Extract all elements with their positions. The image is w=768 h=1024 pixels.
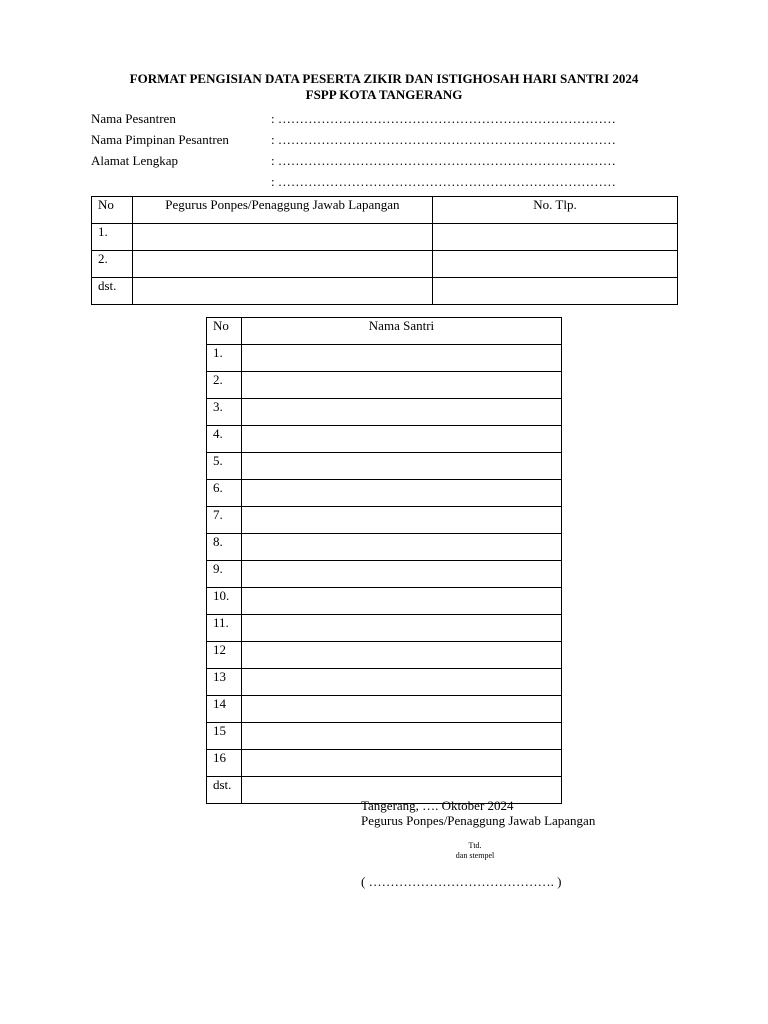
table-row: [207, 615, 562, 642]
table-row: [207, 696, 562, 723]
row-number: 1.: [207, 345, 242, 372]
signature-stamp-note: dan stempel: [455, 851, 495, 860]
field-label: Alamat Lengkap: [91, 153, 178, 168]
cell-tlp[interactable]: [433, 224, 678, 251]
column-header-nama-santri: Nama Santri: [241, 318, 561, 345]
signature-place-date: Tangerang, …. Oktober 2024: [361, 798, 514, 813]
row-number: 10.: [207, 588, 242, 615]
cell-nama-santri[interactable]: [241, 642, 561, 669]
cell-tlp[interactable]: [433, 278, 678, 305]
cell-nama-santri[interactable]: [241, 561, 561, 588]
column-header-no: No: [92, 197, 133, 224]
row-number: 2.: [92, 251, 133, 278]
table-row: [207, 669, 562, 696]
document-title: [0, 71, 768, 102]
table-row: [207, 750, 562, 777]
table-row: [207, 426, 562, 453]
cell-nama-santri[interactable]: [241, 534, 561, 561]
row-number: 15: [207, 723, 242, 750]
cell-pengurus[interactable]: [132, 278, 432, 305]
row-number: 16: [207, 750, 242, 777]
table-row: [207, 372, 562, 399]
cell-nama-santri[interactable]: [241, 723, 561, 750]
row-number: 12: [207, 642, 242, 669]
field-fill-line: : ……………………………………………………………………: [271, 153, 616, 168]
row-number: 13: [207, 669, 242, 696]
cell-pengurus[interactable]: [132, 251, 432, 278]
title-line-1: FORMAT PENGISIAN DATA PESERTA ZIKIR DAN ISTIGHOSAH HARI SANTRI 2024: [129, 71, 639, 86]
title-line-2: FSPP KOTA TANGERANG: [305, 86, 463, 102]
table-row: [207, 588, 562, 615]
column-header-no: No: [207, 318, 242, 345]
field-label: Nama Pimpinan Pesantren: [91, 132, 229, 147]
table-row: [207, 480, 562, 507]
row-number: 11.: [207, 615, 242, 642]
signature-name-line: ( ……………………………………. ): [361, 874, 562, 889]
cell-nama-santri[interactable]: [241, 399, 561, 426]
cell-nama-santri[interactable]: [241, 372, 561, 399]
table-row: [207, 642, 562, 669]
row-number: 3.: [207, 399, 242, 426]
row-number: 2.: [207, 372, 242, 399]
field-fill-line: : ……………………………………………………………………: [271, 174, 616, 189]
table-header-row: [207, 318, 562, 345]
table-row: [207, 534, 562, 561]
column-header-tlp: No. Tlp.: [433, 197, 678, 224]
cell-nama-santri[interactable]: [241, 426, 561, 453]
row-number: 4.: [207, 426, 242, 453]
santri-table: [206, 317, 562, 804]
cell-pengurus[interactable]: [132, 224, 432, 251]
row-number: dst.: [92, 278, 133, 305]
cell-nama-santri[interactable]: [241, 480, 561, 507]
pengurus-table: [91, 196, 678, 305]
field-label: Nama Pesantren: [91, 111, 176, 126]
cell-nama-santri[interactable]: [241, 345, 561, 372]
table-row: [207, 453, 562, 480]
table-row: [207, 399, 562, 426]
table-row: [207, 561, 562, 588]
table-row: [92, 224, 678, 251]
field-alamat-lengkap: [91, 153, 616, 169]
row-number: 1.: [92, 224, 133, 251]
row-number: 14: [207, 696, 242, 723]
cell-nama-santri[interactable]: [241, 453, 561, 480]
row-number: 6.: [207, 480, 242, 507]
cell-nama-santri[interactable]: [241, 669, 561, 696]
cell-tlp[interactable]: [433, 251, 678, 278]
table-row: [92, 251, 678, 278]
field-fill-line: : ……………………………………………………………………: [271, 111, 616, 126]
row-number: 5.: [207, 453, 242, 480]
row-number: dst.: [207, 777, 242, 804]
table-row: [207, 723, 562, 750]
cell-nama-santri[interactable]: [241, 615, 561, 642]
cell-nama-santri[interactable]: [241, 696, 561, 723]
row-number: 8.: [207, 534, 242, 561]
cell-nama-santri[interactable]: [241, 750, 561, 777]
signature-role: Pegurus Ponpes/Penaggung Jawab Lapangan: [361, 813, 596, 828]
field-alamat-lanjutan: [91, 174, 616, 190]
field-nama-pesantren: [91, 111, 616, 127]
cell-nama-santri[interactable]: [241, 588, 561, 615]
table-row: [92, 278, 678, 305]
row-number: 9.: [207, 561, 242, 588]
table-row: [207, 345, 562, 372]
cell-nama-santri[interactable]: [241, 507, 561, 534]
table-row: [207, 507, 562, 534]
signature-ttd: Ttd.: [468, 841, 482, 850]
row-number: 7.: [207, 507, 242, 534]
field-fill-line: : ……………………………………………………………………: [271, 132, 616, 147]
column-header-pengurus: Pegurus Ponpes/Penaggung Jawab Lapangan: [132, 197, 432, 224]
field-nama-pimpinan: [91, 132, 616, 148]
table-header-row: [92, 197, 678, 224]
